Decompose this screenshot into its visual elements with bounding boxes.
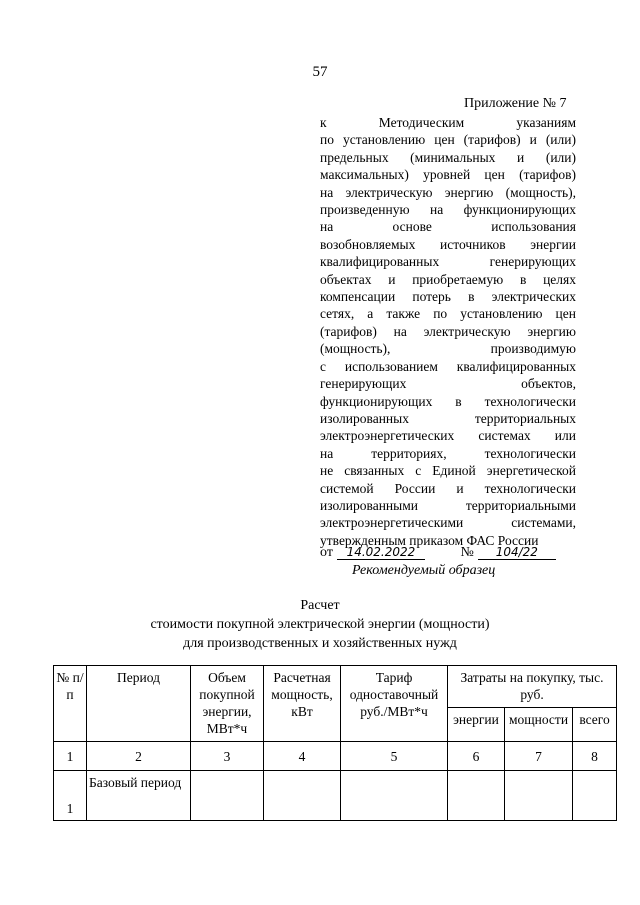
page-number: 57 bbox=[312, 64, 328, 80]
column-number: 6 bbox=[448, 742, 505, 771]
appendix-line: не связанных с Единой энергетической bbox=[320, 463, 576, 479]
appendix-line: (тарифов) на электрическую энергию bbox=[320, 323, 576, 339]
order-date: 14.02.2022 bbox=[337, 545, 425, 560]
header-tariff: Тариф одноставочный руб./МВт*ч bbox=[341, 666, 448, 742]
header-power: мощности bbox=[505, 708, 573, 742]
order-number: 104/22 bbox=[478, 545, 556, 560]
header-period: Период bbox=[87, 666, 191, 742]
heading-title: Расчет bbox=[300, 598, 340, 613]
row-energy-cost-cell bbox=[448, 771, 505, 821]
heading-subtitle-1: стоимости покупной электрической энергии (мощности) bbox=[150, 617, 490, 632]
appendix-line: на территориях, технологически bbox=[320, 445, 576, 461]
header-total: всего bbox=[573, 708, 617, 742]
date-prefix: от bbox=[320, 545, 333, 560]
row-volume-cell bbox=[191, 771, 264, 821]
appendix-line: возобновляемых источников энергии bbox=[320, 236, 576, 252]
column-numbers-row bbox=[54, 742, 617, 771]
appendix-line: к Методическим указаниям bbox=[320, 115, 576, 130]
row-capacity-cell bbox=[264, 771, 341, 821]
heading-subtitle-2: для производственных и хозяйственных нужд bbox=[183, 636, 457, 651]
appendix-line: системой России и технологически bbox=[320, 480, 576, 496]
appendix-line: изолированных территориальных bbox=[320, 410, 576, 426]
appendix-line: компенсации потерь в электрических bbox=[320, 289, 576, 305]
row-total-cost-cell bbox=[573, 771, 617, 821]
header-capacity: Расчетная мощность, кВт bbox=[264, 666, 341, 742]
column-number: 5 bbox=[341, 742, 448, 771]
approval-line bbox=[320, 545, 556, 561]
appendix-line: объектах и приобретаемую в целях bbox=[320, 271, 576, 287]
appendix-line: с использованием квалифицированных bbox=[320, 358, 576, 374]
calculation-table bbox=[53, 665, 617, 821]
appendix-line: генерирующих объектов, bbox=[320, 376, 576, 392]
column-number: 4 bbox=[264, 742, 341, 771]
header-volume: Объем покупной энергии, МВт*ч bbox=[191, 666, 264, 742]
appendix-line: квалифицированных генерирующих bbox=[320, 254, 576, 270]
appendix-line: на основе использования bbox=[320, 219, 576, 235]
column-number: 7 bbox=[505, 742, 573, 771]
table-row bbox=[54, 771, 617, 821]
appendix-text bbox=[320, 114, 576, 549]
column-number: 8 bbox=[573, 742, 617, 771]
appendix-line: на электрическую энергию (мощность), bbox=[320, 184, 576, 200]
appendix-line: изолированными территориальными bbox=[320, 497, 576, 513]
number-label: № bbox=[460, 545, 474, 560]
row-tariff-cell bbox=[341, 771, 448, 821]
document-heading bbox=[0, 596, 640, 653]
appendix-line: по установлению цен (тарифов) и (или) bbox=[320, 132, 576, 148]
appendix-line: электроэнергетическими системами, bbox=[320, 515, 576, 531]
header-energy: энергии bbox=[448, 708, 505, 742]
column-number: 3 bbox=[191, 742, 264, 771]
appendix-line: электроэнергетических системах или bbox=[320, 428, 576, 444]
column-number: 1 bbox=[54, 742, 87, 771]
appendix-line: максимальных) уровней цен (тарифов) bbox=[320, 167, 576, 183]
appendix-line: сетях, а также по установлению цен bbox=[320, 306, 576, 322]
recommended-sample-label: Рекомендуемый образец bbox=[352, 563, 496, 578]
row-power-cost-cell bbox=[505, 771, 573, 821]
appendix-title: Приложение № 7 bbox=[464, 96, 567, 111]
appendix-line: предельных (минимальных и (или) bbox=[320, 149, 576, 165]
column-number: 2 bbox=[87, 742, 191, 771]
header-num: № п/п bbox=[54, 666, 87, 742]
appendix-line: функционирующих в технологически bbox=[320, 393, 576, 409]
appendix-line: утвержденным приказом ФАС России bbox=[320, 532, 539, 548]
appendix-line: произведенную на функционирующих bbox=[320, 202, 576, 218]
row-number: 1 bbox=[54, 771, 87, 821]
appendix-line: (мощность), производимую bbox=[320, 341, 576, 357]
row-period: Базовый период bbox=[87, 771, 191, 821]
header-costs: Затраты на покупку, тыс. руб. bbox=[448, 666, 617, 708]
